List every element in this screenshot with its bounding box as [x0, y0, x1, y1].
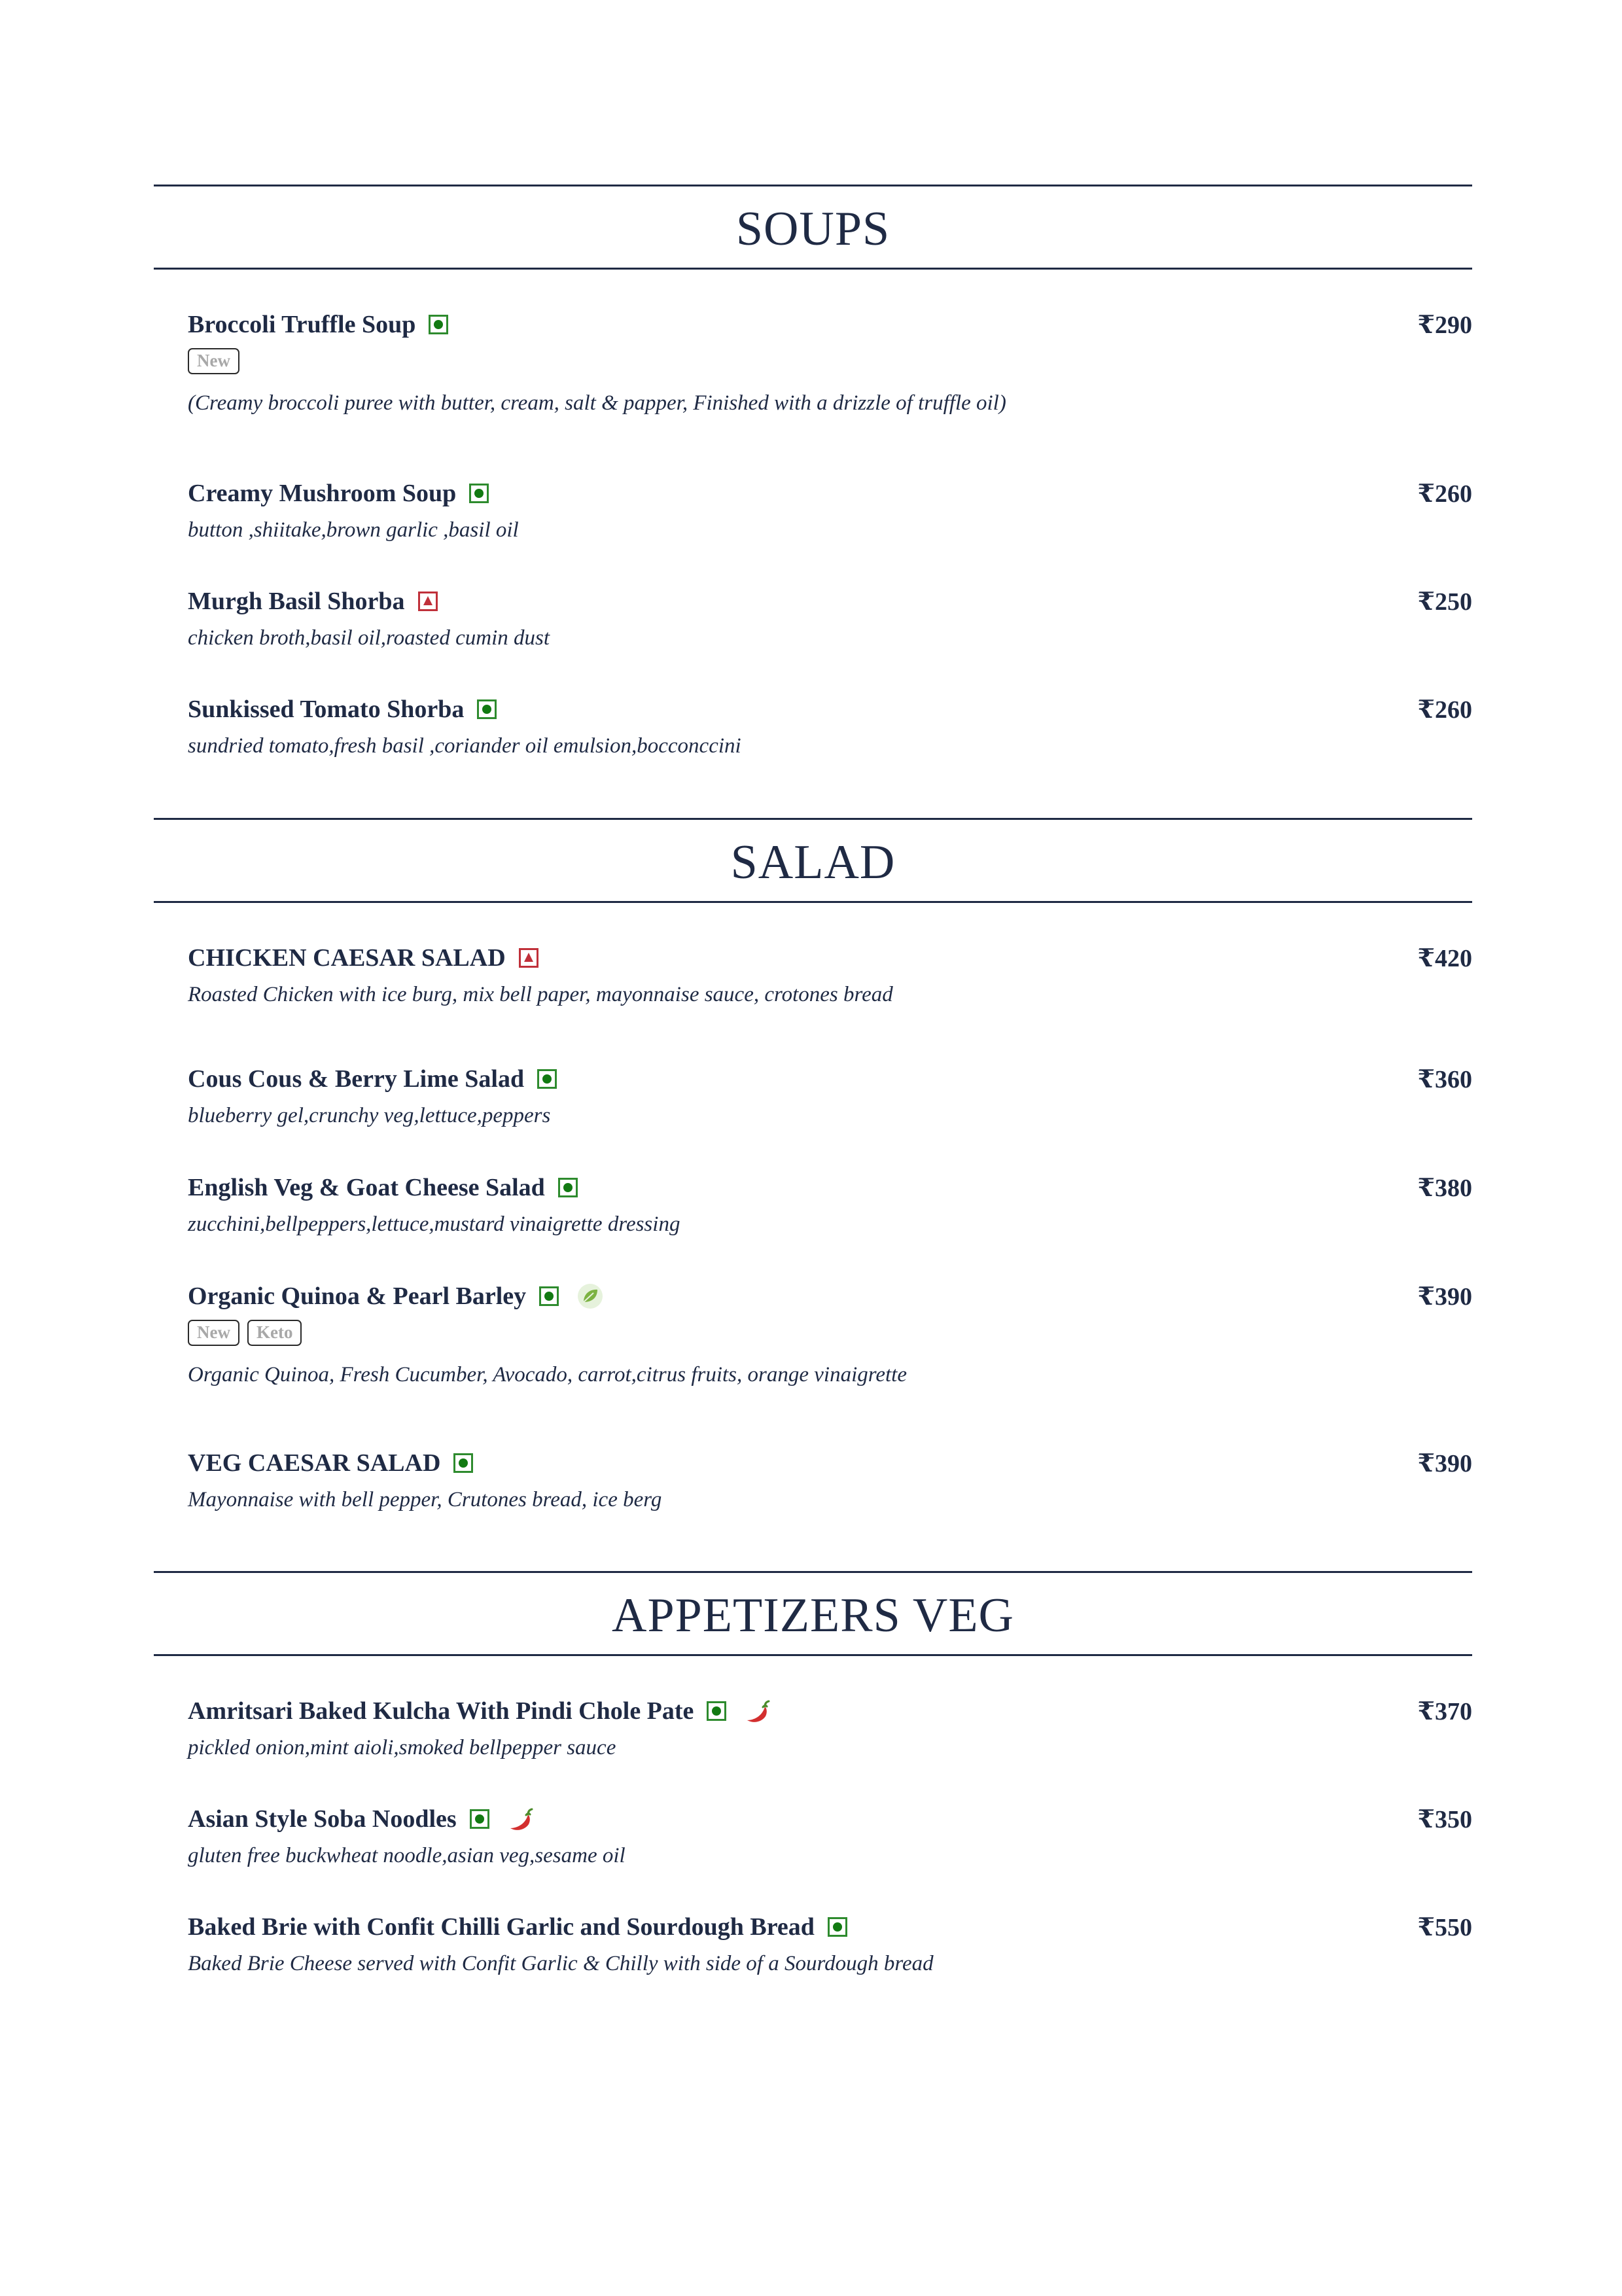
veg-icon [539, 1286, 559, 1306]
menu-item [188, 1443, 1472, 1512]
item-price: ₹550 [1417, 1914, 1472, 1941]
item-price: ₹350 [1417, 1806, 1472, 1833]
nonveg-icon [418, 592, 438, 611]
item-price: ₹390 [1417, 1283, 1472, 1311]
section-header-soups [154, 185, 1472, 270]
section-header-salad [154, 818, 1472, 903]
menu-item [188, 582, 1472, 650]
veg-icon [828, 1917, 847, 1937]
item-name: Broccoli Truffle Soup [188, 311, 416, 338]
item-name: English Veg & Goat Cheese Salad [188, 1174, 545, 1201]
item-price: ₹380 [1417, 1174, 1472, 1202]
menu-item [188, 1907, 1472, 1976]
veg-icon [558, 1178, 578, 1197]
item-description: pickled onion,mint aioli,smoked bellpepper sauce [188, 1736, 616, 1759]
item-description: Roasted Chicken with ice burg, mix bell paper, mayonnaise sauce, crotones bread [188, 983, 893, 1006]
menu-item [188, 1799, 1472, 1868]
item-price: ₹260 [1417, 696, 1472, 724]
veg-icon [477, 699, 497, 719]
item-name: VEG CAESAR SALAD [188, 1449, 441, 1477]
item-description: blueberry gel,crunchy veg,lettuce,peppers [188, 1104, 551, 1127]
item-description: zucchini,bellpeppers,lettuce,mustard vinaigrette dressing [188, 1212, 680, 1236]
menu-item [188, 938, 1472, 1007]
new-badge: New [188, 348, 239, 375]
veg-icon [469, 484, 489, 503]
new-badge: New [188, 1320, 239, 1347]
item-description: gluten free buckwheat noodle,asian veg,sesame oil [188, 1844, 626, 1867]
item-name: Amritsari Baked Kulcha With Pindi Chole Pate [188, 1697, 694, 1725]
item-description: (Creamy broccoli puree with butter, cream, salt & papper, Finished with a drizzle of truffle oil) [188, 391, 1006, 415]
chilli-icon [743, 1697, 772, 1725]
veg-icon [707, 1701, 726, 1721]
item-name: Baked Brie with Confit Chilli Garlic and Sourdough Bread [188, 1913, 815, 1941]
menu-item [188, 1691, 1472, 1760]
item-price: ₹370 [1417, 1698, 1472, 1725]
item-description: Mayonnaise with bell pepper, Crutones bread, ice berg [188, 1488, 662, 1511]
menu-item [188, 1277, 1472, 1387]
nonveg-icon [519, 948, 538, 968]
section-title: SALAD [730, 836, 896, 889]
item-price: ₹420 [1417, 945, 1472, 972]
item-description: Organic Quinoa, Fresh Cucumber, Avocado, carrot,citrus fruits, orange vinaigrette [188, 1363, 907, 1386]
item-name: Asian Style Soba Noodles [188, 1805, 457, 1833]
item-name: Sunkissed Tomato Shorba [188, 696, 465, 723]
item-name: Organic Quinoa & Pearl Barley [188, 1282, 527, 1310]
section-title: APPETIZERS VEG [612, 1589, 1014, 1642]
veg-icon [537, 1069, 557, 1089]
menu-item [188, 474, 1472, 542]
veg-icon [453, 1453, 473, 1473]
menu-item [188, 1168, 1472, 1237]
keto-badge: Keto [247, 1320, 302, 1347]
item-description: Baked Brie Cheese served with Confit Garlic & Chilly with side of a Sourdough bread [188, 1952, 934, 1975]
item-price: ₹360 [1417, 1066, 1472, 1093]
menu-item [188, 305, 1472, 415]
menu-item [188, 1059, 1472, 1128]
item-description: chicken broth,basil oil,roasted cumin dust [188, 626, 550, 650]
item-name: Murgh Basil Shorba [188, 588, 405, 615]
leaf-icon [576, 1282, 605, 1311]
menu-item [188, 690, 1472, 758]
section-title: SOUPS [735, 202, 890, 256]
item-description: sundried tomato,fresh basil ,coriander oil emulsion,bocconccini [188, 734, 741, 758]
section-header-appetizers-veg [154, 1571, 1472, 1656]
item-name: Cous Cous & Berry Lime Salad [188, 1065, 525, 1093]
item-name: CHICKEN CAESAR SALAD [188, 944, 506, 972]
chilli-icon [506, 1805, 535, 1833]
item-description: button ,shiitake,brown garlic ,basil oil [188, 518, 519, 542]
item-price: ₹260 [1417, 480, 1472, 508]
veg-icon [470, 1809, 489, 1829]
item-price: ₹290 [1417, 311, 1472, 339]
veg-icon [429, 315, 448, 334]
item-price: ₹250 [1417, 588, 1472, 616]
item-name: Creamy Mushroom Soup [188, 480, 457, 507]
item-price: ₹390 [1417, 1450, 1472, 1477]
